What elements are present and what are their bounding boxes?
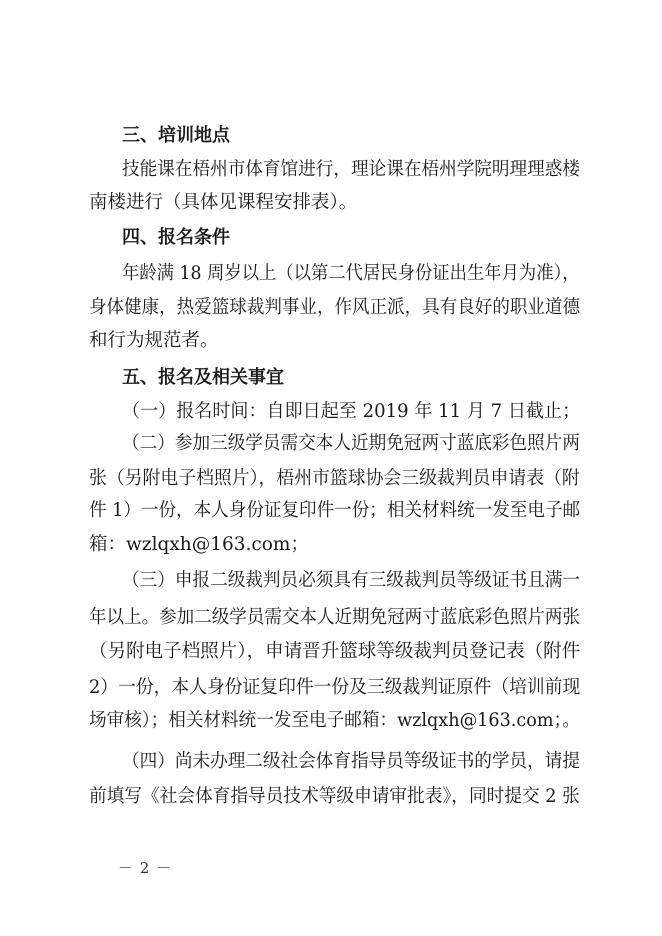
paragraph-line: （三）申报二级裁判员必须具有三级裁判员等级证书且满一 [122,570,581,591]
paragraph-line: 前填写《社会体育指导员技术等级申请审批表》，同时提交 2 张 [89,786,580,807]
section-heading-training-location: 三、培训地点 [122,125,230,146]
paragraph-line-email: 场审核）；相关材料统一发至电子邮箱：wzlqxh@163.com；。 [89,710,580,731]
paragraph-line: （四）尚未办理二级社会体育指导员等级证书的学员，请提 [122,751,581,772]
page-number: － 2 － [118,859,173,877]
paragraph-line: 南楼进行（具体见课程安排表）。 [89,192,358,213]
paragraph-line: 年以上。参加二级学员需交本人近期免冠两寸蓝底彩色照片两张 [89,607,581,628]
paragraph-line: （一）报名时间：自即日起至 2019 年 11 月 7 日截止； [122,401,581,422]
section-heading-registration-conditions: 四、报名条件 [122,227,230,248]
paragraph-line: （另附电子档照片），申请晋升篮球等级裁判员登记表（附件 [89,641,581,662]
paragraph-line: 件 1）一份，本人身份证复印件一份；相关材料统一发至电子邮 [89,500,581,521]
paragraph-line: 和行为规范者。 [89,330,219,351]
paragraph-line: 张（另附电子档照片），梧州市篮球协会三级裁判员申请表（附 [89,468,580,489]
paragraph-line: （二）参加三级学员需交本人近期免冠两寸蓝底彩色照片两 [122,433,581,454]
section-heading-registration-matters: 五、报名及相关事宜 [122,367,284,388]
paragraph-line: 2）一份，本人身份证复印件一份及三级裁判证原件（培训前现 [89,677,581,698]
paragraph-line: 技能课在梧州市体育馆进行，理论课在梧州学院明理理惑楼 [122,159,581,180]
paragraph-line-email: 箱：wzlqxh@163.com； [89,534,309,555]
paragraph-line: 身体健康，热爱篮球裁判事业，作风正派，具有良好的职业道德 [89,297,581,318]
paragraph-line: 年龄满 18 周岁以上（以第二代居民身份证出生年月为准）， [122,263,580,284]
